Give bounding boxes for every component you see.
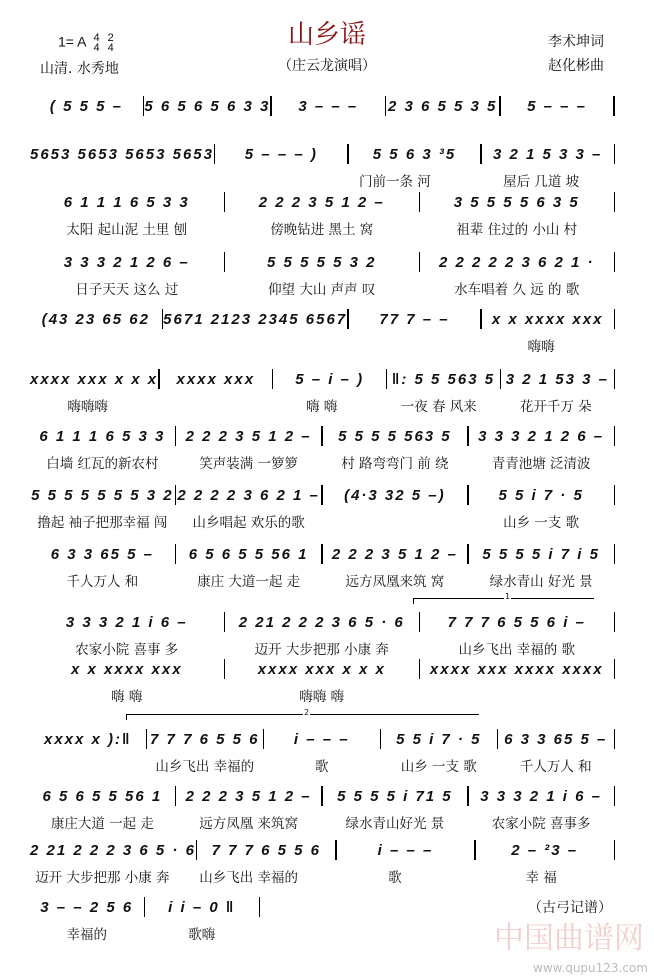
- measure: 5 – i – ): [295, 370, 365, 388]
- lyric-segment: [323, 511, 468, 531]
- lyric-segment: 农家小院 喜事多: [491, 816, 591, 832]
- lyric-segment: 远方凤凰 来筑窝: [199, 816, 299, 832]
- measure: ‖: 5 5 563 5: [391, 370, 496, 388]
- measure: 3 2 1 53 3 –: [505, 370, 609, 388]
- volta-2-label: 2: [304, 708, 310, 717]
- measure: 3 3 3 2 1 2 6 –: [63, 253, 190, 271]
- measure: 2 21 2 2 2 3 6 5 · 6: [30, 841, 196, 859]
- lyric-spacer: [614, 638, 616, 658]
- measure: 2 3 6 5 5 3 5: [387, 97, 498, 115]
- lyrics-row: [30, 218, 615, 238]
- notation-row: [30, 659, 615, 679]
- lyrics-row: [30, 638, 615, 658]
- lyric-segment: 歌: [315, 759, 329, 775]
- time1-bottom: 4: [93, 42, 100, 54]
- lyric-spacer: [614, 452, 616, 472]
- barline: [613, 96, 615, 116]
- lyric-segment: [323, 335, 468, 355]
- lyrics-row: [30, 923, 260, 943]
- lyrics-row: [30, 866, 615, 886]
- measure: 2 2 2 3 5 1 2 –: [185, 787, 312, 805]
- lyric-spacer: [614, 685, 616, 705]
- lyric-segment: 幸 福: [525, 870, 557, 886]
- measure: xxxx xxx xxxx xxxx: [429, 660, 604, 678]
- barline: [259, 897, 261, 917]
- notation-row: [30, 729, 615, 749]
- notation-row: [30, 485, 615, 505]
- lyric-segment: [30, 335, 175, 355]
- measure: 5 5 5 5 5 3 2: [267, 253, 377, 271]
- lyric-segment: 白墙 红瓦的新农村: [46, 456, 159, 472]
- lyric-segment: 山乡 一支 歌: [400, 759, 477, 775]
- notation-row: [30, 192, 615, 212]
- measure: 3 – – –: [298, 97, 359, 115]
- measure: 6 1 1 1 6 5 3 3: [39, 427, 166, 445]
- volta-bracket-1: [413, 592, 594, 604]
- lyric-segment: [30, 755, 146, 775]
- measure: 3 3 3 2 1 2 6 –: [478, 427, 605, 445]
- notation-row: [30, 252, 615, 272]
- lyric-segment: 祖辈 住过的 小山 村: [456, 222, 578, 238]
- measure: 5 5 5 5 563 5: [338, 427, 452, 445]
- lyric-segment: 山乡飞出 幸福的: [155, 759, 255, 775]
- key-label: 1= A: [58, 33, 86, 50]
- time2-bottom: 4: [107, 42, 114, 54]
- measure: 3 2 1 5 3 3 –: [492, 145, 603, 163]
- lyric-segment: [176, 170, 321, 190]
- measure: 77 7 – –: [379, 310, 450, 328]
- lyric-segment: 村 路弯弯门 前 绕: [341, 456, 449, 472]
- measure: 5 5 i 7 · 5: [498, 486, 584, 504]
- notation-credit: （古弓记谱）: [528, 900, 612, 916]
- measure: 7 7 7 6 5 5 6: [150, 730, 260, 748]
- measure: 6 5 6 5 5 56 1: [188, 545, 309, 563]
- time2-top: 2: [107, 32, 114, 44]
- lyric-segment: 嗨嗨 嗨: [299, 689, 345, 705]
- lyric-segment: 屋后 几道 坡: [503, 174, 580, 190]
- lyrics-row: [30, 170, 615, 190]
- measure: 5 5 5 5 i 71 5: [337, 787, 453, 805]
- lyric-segment: [147, 395, 263, 415]
- lyric-segment: 一夜 春 风来: [400, 399, 477, 415]
- measure: xxxx xxx x x x: [257, 660, 386, 678]
- barline: [614, 369, 616, 389]
- barline: [614, 786, 616, 806]
- lyric-segment: 笑声装满 一箩箩: [199, 456, 299, 472]
- lyric-segment: 山乡唱起 欢乐的歌: [192, 515, 305, 531]
- lyric-spacer: [614, 570, 616, 590]
- lyric-segment: 水车唱着 久 远 的 歌: [454, 282, 580, 298]
- measure: ( 5 5 5 –: [49, 97, 123, 115]
- measure: 5671 2123 2345 6567: [163, 310, 348, 328]
- lyrics-row: [30, 812, 615, 832]
- key-signature: [58, 33, 114, 53]
- time1-top: 4: [93, 32, 100, 44]
- lyrics-row: [30, 570, 615, 590]
- measure: x x xxxx xxx: [70, 660, 183, 678]
- song-title: 山乡谣: [287, 20, 367, 50]
- measure: 7 7 7 6 5 5 6: [211, 841, 321, 859]
- lyric-segment: 门前一条 河: [358, 174, 431, 190]
- lyric-spacer: [614, 511, 616, 531]
- lyric-segment: 嗨 嗨: [306, 399, 338, 415]
- barline: [614, 729, 616, 749]
- measure: 3 – – 2 5 6: [40, 898, 134, 916]
- lyric-segment: 傍晚钻进 黑土 窝: [270, 222, 374, 238]
- measure: x x xxxx xxx: [491, 310, 604, 328]
- time-signature-2: [108, 33, 114, 53]
- measure: xxxx xxx x x x: [30, 370, 159, 388]
- measure: 2 2 2 2 3 6 2 1 –: [177, 486, 320, 504]
- lyric-segment: 千人万人 和: [66, 574, 139, 590]
- lyric-spacer: [614, 395, 616, 415]
- measure: 2 2 2 3 5 1 2 –: [258, 193, 385, 211]
- measure: 5653 5653 5653 5653: [30, 145, 214, 163]
- barline: [614, 252, 616, 272]
- lyric-segment: 青青池塘 泛清波: [491, 456, 591, 472]
- notation-row: [30, 612, 615, 632]
- lyric-segment: 歌: [388, 870, 402, 886]
- measure: i – – –: [377, 841, 434, 859]
- lyric-segment: 康庄大道 一起 走: [50, 816, 154, 832]
- lyric-segment: 迈开 大步把那 小康 奔: [35, 870, 170, 886]
- notation-row: [30, 426, 615, 446]
- watermark-logo: 中国曲谱网: [494, 921, 644, 956]
- subtitle: 山清. 水秀地: [40, 61, 119, 77]
- lyric-segment: 仰望 大山 声声 叹: [268, 282, 376, 298]
- measure: 3 3 3 2 1 i 6 –: [65, 613, 188, 631]
- notation-row: [30, 897, 260, 917]
- composer: 赵化彬曲: [548, 58, 604, 74]
- lyrics-row: [30, 511, 615, 531]
- measure: xxxx x ):‖: [44, 730, 132, 748]
- measure: 5 5 i 7 · 5: [396, 730, 482, 748]
- lyric-spacer: [614, 866, 616, 886]
- notation-row: [30, 544, 615, 564]
- lyrics-row: [30, 685, 615, 705]
- barline: [614, 544, 616, 564]
- lyric-spacer: [259, 923, 261, 943]
- lyrics-row: [30, 278, 615, 298]
- barline: [614, 309, 616, 329]
- measure: 7 7 7 6 5 5 6 i –: [447, 613, 586, 631]
- notation-row: [30, 96, 615, 116]
- lyric-segment: [420, 685, 614, 705]
- measure: 3 5 5 5 5 6 3 5: [453, 193, 580, 211]
- notation-row: [30, 840, 615, 860]
- barline: [614, 485, 616, 505]
- barline: [614, 426, 616, 446]
- measure: 2 21 2 2 2 3 6 5 · 6: [238, 613, 405, 631]
- lyric-segment: 嗨嗨: [527, 339, 555, 355]
- measure: 5 – – – ): [244, 145, 318, 163]
- lyric-segment: 花开千万 朵: [519, 399, 592, 415]
- lyric-segment: 农家小院 喜事 多: [75, 642, 179, 658]
- barline: [614, 840, 616, 860]
- lyric-segment: [30, 170, 175, 190]
- lyric-spacer: [614, 218, 616, 238]
- lyric-segment: [176, 335, 321, 355]
- time-signature-1: [94, 33, 100, 53]
- barline: [614, 612, 616, 632]
- lyric-segment: 歌嗨: [188, 927, 216, 943]
- lyric-spacer: [614, 755, 616, 775]
- lyrics-row: [30, 335, 615, 355]
- lyric-segment: 山乡飞出 幸福的: [199, 870, 299, 886]
- lyric-segment: 幸福的: [66, 927, 107, 943]
- measure: 6 3 3 65 5 –: [50, 545, 154, 563]
- measure: 5 5 6 3 ³5: [372, 145, 457, 163]
- lyric-segment: 嗨嗨嗨: [67, 399, 108, 415]
- notation-row: [30, 786, 615, 806]
- lyric-segment: 绿水青山好光 景: [345, 816, 445, 832]
- measure: i i – 0 ‖: [168, 898, 236, 916]
- measure: 2 2 2 3 5 1 2 –: [331, 545, 458, 563]
- lyric-segment: 太阳 起山泥 土里 刨: [66, 222, 188, 238]
- measure: 5 – – –: [527, 97, 587, 115]
- measure: 6 5 6 5 5 56 1: [42, 787, 163, 805]
- lyric-segment: 日子天天 这么 过: [75, 282, 179, 298]
- lyrics-row: [30, 452, 615, 472]
- measure: 2 – ²3 –: [511, 841, 579, 859]
- measure: 5 5 5 5 5 5 5 3 2: [31, 486, 174, 504]
- measure: 2 2 2 3 5 1 2 –: [185, 427, 312, 445]
- volta-bracket-2: [126, 708, 479, 720]
- lyrics-row: [30, 395, 615, 415]
- barline: [614, 192, 616, 212]
- lyric-spacer: [614, 278, 616, 298]
- measure: 5 5 5 5 i 7 i 5: [482, 545, 600, 563]
- lyric-segment: 嗨 嗨: [111, 689, 143, 705]
- barline: [614, 659, 616, 679]
- notation-row: [30, 144, 615, 164]
- measure: 6 3 3 65 5 –: [504, 730, 608, 748]
- lyricist: 李术坤词: [548, 34, 604, 50]
- lyric-segment: 山乡 一支 歌: [503, 515, 580, 531]
- lyrics-row: [30, 755, 615, 775]
- measure: 2 2 2 2 2 3 6 2 1 ·: [438, 253, 595, 271]
- lyric-spacer: [614, 170, 616, 190]
- watermark-url: www.qupu123.com: [533, 961, 648, 975]
- lyric-segment: 绿水青山 好光 景: [489, 574, 593, 590]
- lyric-segment: 远方凤凰来筑 窝: [345, 574, 445, 590]
- lyric-segment: 迈开 大步把那 小康 奔: [254, 642, 389, 658]
- barline: [614, 144, 616, 164]
- lyric-segment: 山乡飞出 幸福的 歌: [458, 642, 576, 658]
- measure: (4·3 32 5 –): [344, 486, 446, 504]
- singer: （庄云龙演唱）: [278, 58, 376, 74]
- measure: xxxx xxx: [176, 370, 256, 388]
- lyric-spacer: [614, 335, 616, 355]
- measure: (43 23 65 62: [41, 310, 150, 328]
- volta-1-label: 1: [505, 592, 511, 601]
- measure: i – – –: [293, 730, 350, 748]
- lyric-spacer: [614, 812, 616, 832]
- lyric-segment: 康庄 大道一起 走: [197, 574, 301, 590]
- measure: 5 6 5 6 5 6 3 3: [144, 97, 271, 115]
- notation-row: [30, 369, 615, 389]
- lyric-segment: 撸起 袖子把那幸福 闯: [37, 515, 168, 531]
- lyric-segment: 千人万人 和: [519, 759, 592, 775]
- measure: 6 1 1 1 6 5 3 3: [63, 193, 190, 211]
- notation-row: [30, 309, 615, 329]
- measure: 3 3 3 2 1 i 6 –: [480, 787, 602, 805]
